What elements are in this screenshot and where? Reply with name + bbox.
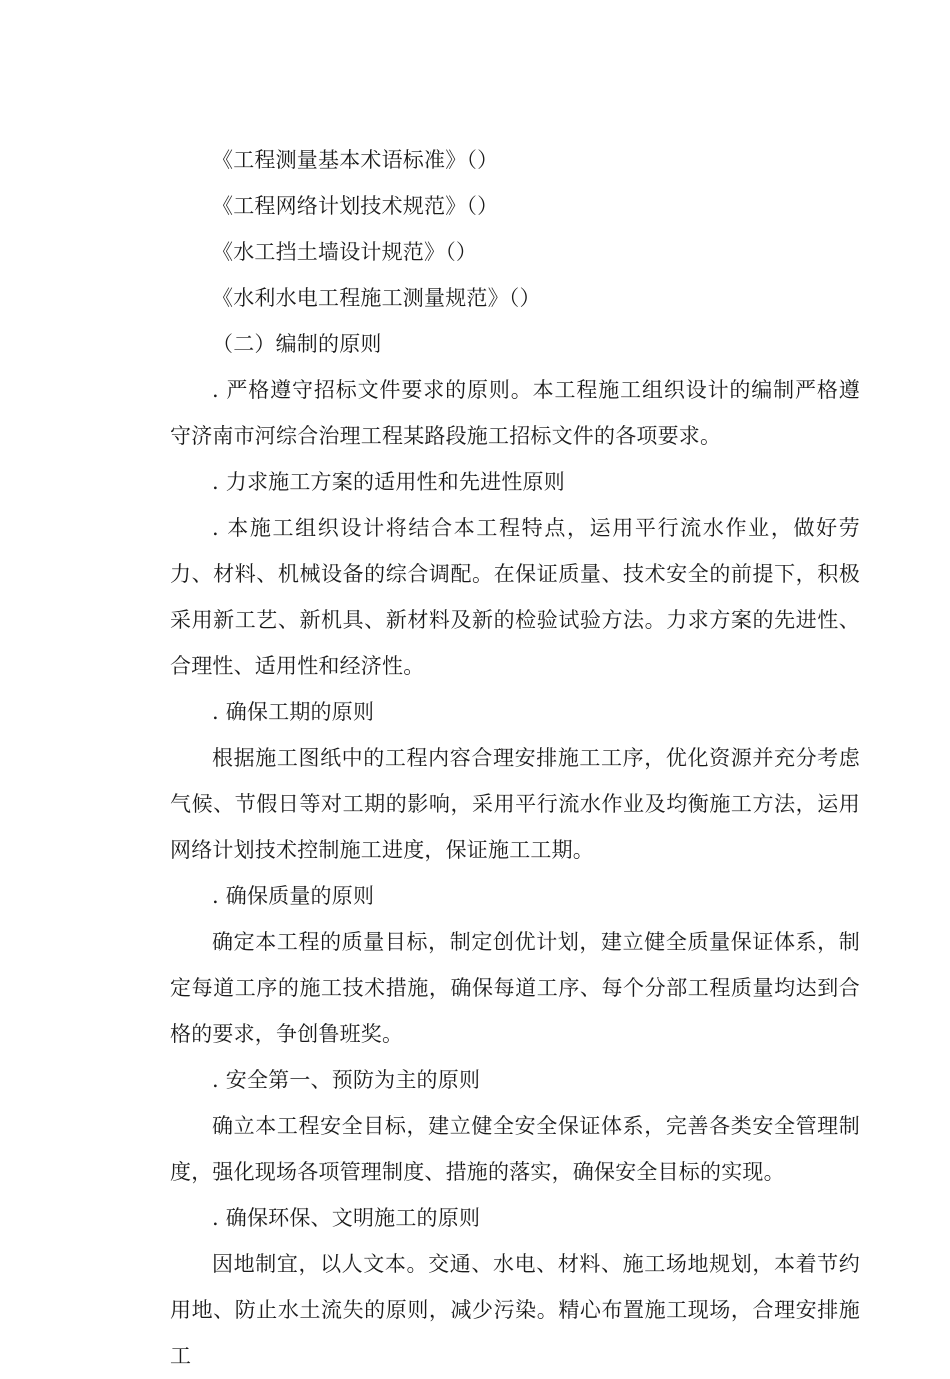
reference-item: 《水利水电工程施工测量规范》（） — [212, 286, 541, 310]
reference-item: 《工程测量基本术语标准》（） — [212, 148, 499, 172]
principle-heading: . 力求施工方案的适用性和先进性原则 — [212, 470, 565, 494]
paragraph: . 本施工组织设计将结合本工程特点，运用平行流水作业，做好劳力、材料、机械设备的综合调配。在保证质量、技术安全的前提下，积极采用新工艺、新机具、新材料及新的检验试验方法。力求方案的先进性、合理性、适用性和经济性。 — [170, 516, 860, 678]
principle-heading: . 确保工期的原则 — [212, 700, 375, 724]
paragraph: 根据施工图纸中的工程内容合理安排施工工序，优化资源并充分考虑气候、节假日等对工期的影响，采用平行流水作业及均衡施工方法，运用网络计划技术控制施工进度，保证施工工期。 — [170, 746, 860, 862]
reference-item: 《工程网络计划技术规范》（） — [212, 194, 499, 218]
paragraph: 确立本工程安全目标，建立健全安全保证体系，完善各类安全管理制度，强化现场各项管理制度、措施的落实，确保安全目标的实现。 — [170, 1114, 860, 1184]
paragraph: 因地制宜，以人文本。交通、水电、材料、施工场地规划，本着节约用地、防止水土流失的原则，减少污染。精心布置施工现场，合理安排施工 — [170, 1252, 860, 1368]
principle-heading: . 确保环保、文明施工的原则 — [212, 1206, 481, 1230]
reference-item: 《水工挡土墙设计规范》（） — [212, 240, 478, 264]
principle-heading: . 确保质量的原则 — [212, 884, 375, 908]
paragraph: . 严格遵守招标文件要求的原则。本工程施工组织设计的编制严格遵守济南市河综合治理工程某路段施工招标文件的各项要求。 — [170, 378, 860, 448]
principle-heading: . 安全第一、预防为主的原则 — [212, 1068, 481, 1092]
document-body — [170, 137, 860, 1379]
section-title: （二）编制的原则 — [212, 332, 382, 356]
paragraph: 确定本工程的质量目标，制定创优计划，建立健全质量保证体系，制定每道工序的施工技术措施，确保每道工序、每个分部工程质量均达到合格的要求，争创鲁班奖。 — [170, 930, 860, 1046]
